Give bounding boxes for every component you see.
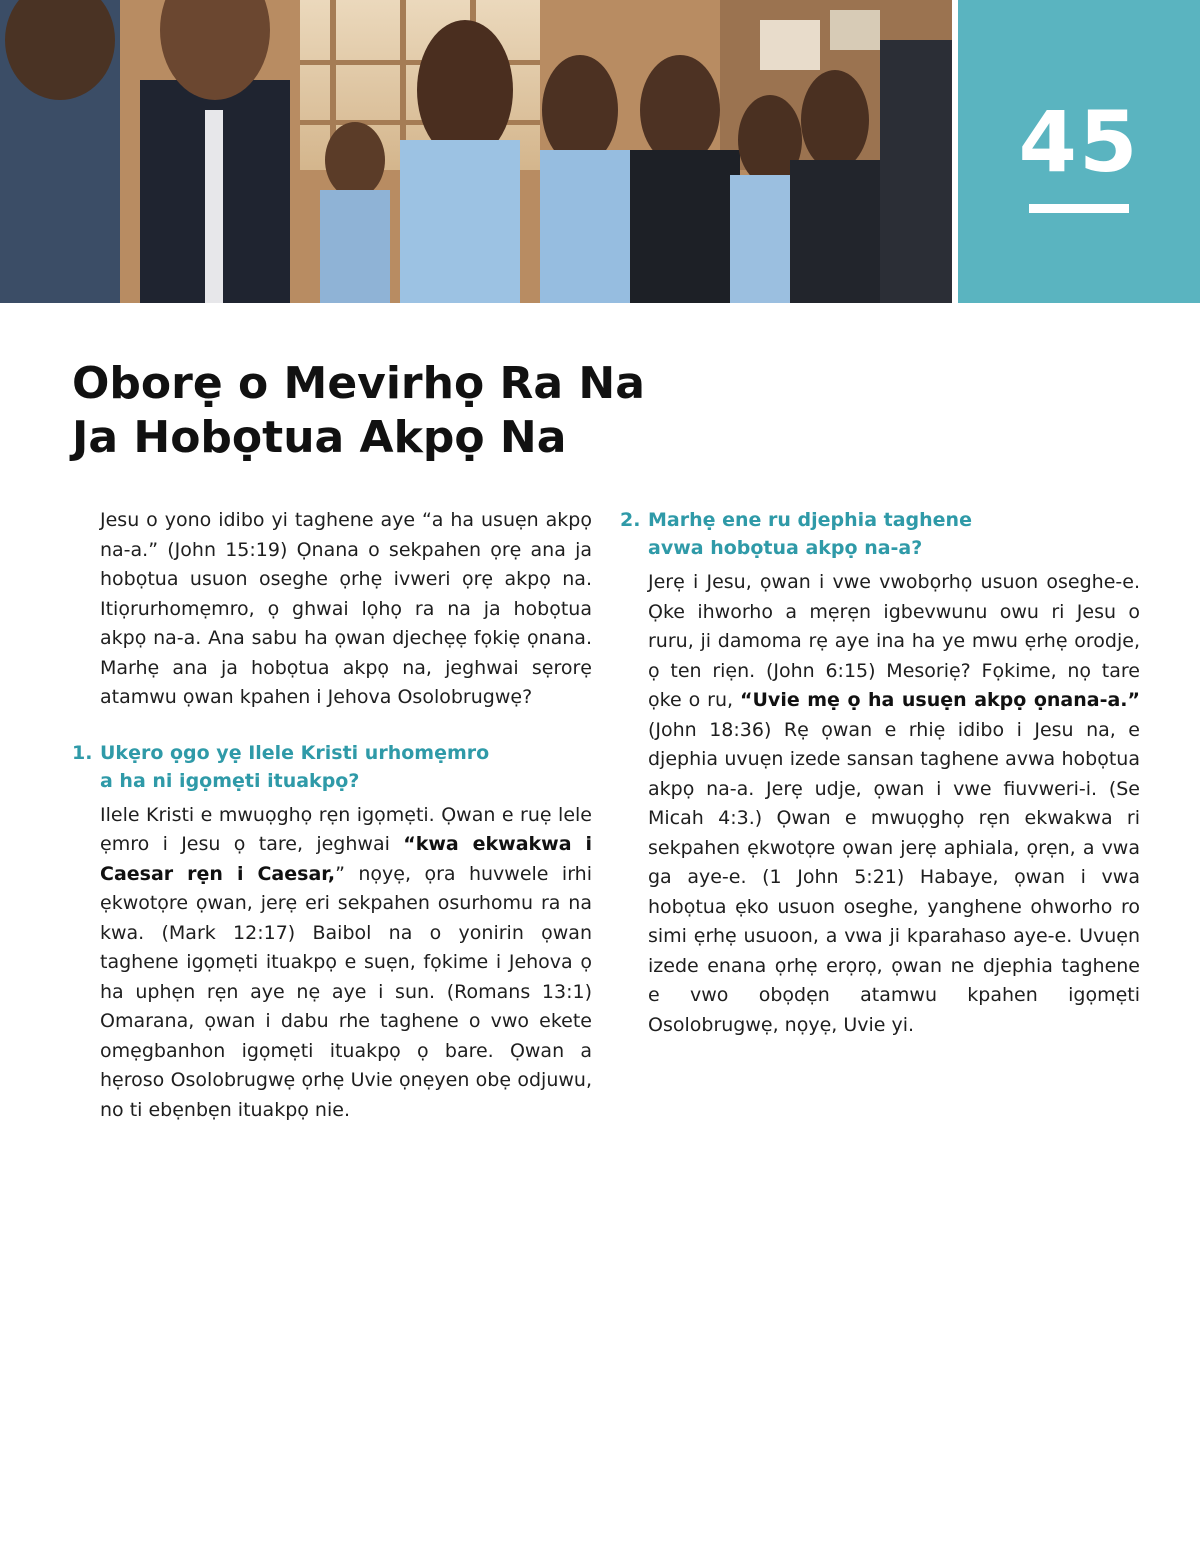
answer-1-bold-quote: “kwa ekwakwa i Caesar rẹn i Caesar, <box>100 833 592 885</box>
page-title-line-1: Oborẹ o Mevirhọ Ra Na <box>72 358 645 409</box>
classroom-photo-icon <box>0 0 952 303</box>
answer-2-text-2: (John 18:36) Rẹ ọwan e rhiẹ idibo i Jesu na, e djephia uvuẹn izede sansan taghene avwa hobọtua akpọ na-a. Jerẹ udje, ọwan i vwe fiuvweri-i. (Se Micah 4:3.) Ọwan e mwuọghọ rẹn ekwakwa ri sekpahen ẹkwotọre ọwan jerẹ aphiala, ọrẹn, a vwa ga aye-e. (1 John 5:21) Habaye, ọwan i vwa hobọtua ẹko usuon oseghe, yanghene ohworho ro simi ẹrhẹ usuoon, a vwa ji kparahaso aye-e. Uvuẹn izede enana ọrhẹ erọrọ, ọwan ne djephia taghene e vwo obọdẹn atamwu kpahen igọmẹti Osolobrugwẹ, nọyẹ, Uvie yi. <box>648 718 1140 1036</box>
left-column <box>72 506 592 1125</box>
question-1-line-2: a ha ni igọmẹti ituakpọ? <box>100 769 360 792</box>
answer-2-paragraph <box>620 568 1140 1040</box>
answer-2-text-1: Jerẹ i Jesu, ọwan i vwe vwobọrhọ usuon oseghe-e. Ọke ihworho a mẹrẹn igbevwunu owu ri Jesu o ruru, ji damoma rẹ aye ina ha ye mwu ẹrhẹ orodje, ọ ten riẹn. (John 6:15) Mesoriẹ? Fọkime, nọ tare ọke o ru, <box>648 571 1140 711</box>
question-1-line-1: Ukẹro ọgo yẹ Ilele Kristi urhomẹmro <box>100 741 490 764</box>
question-2-heading <box>620 506 1140 562</box>
hero-photo <box>0 0 952 303</box>
answer-1-paragraph <box>72 801 592 1126</box>
intro-paragraph: Jesu o yono idibo yi taghene aye “a ha usuẹn akpọ na-a.” (John 15:19) Ọnana o sekpahen ọrẹ ana ja hobọtua usuon oseghe ọrhẹ ivweri ọrẹ akpọ na. Itiọrurhomẹmro, ọ ghwai lọhọ ra na ja hobọtua akpọ na-a. Ana sabu ha ọwan djechẹẹ fọkiẹ ọnana. Marhẹ ana ja hobọtua akpọ na, jeghwai sẹrorẹ atamwu ọwan kpahen i Jehova Osolobrugwẹ? <box>100 509 592 708</box>
question-2-line-1: Marhẹ ene ru djephia taghene <box>648 509 972 531</box>
answer-1-text-2: ” nọyẹ, ọra huvwele irhi ẹkwotọre ọwan, jerẹ eri sekpahen osurhomu ra na kwa. (Mark 12:17) Baibol na o yonirin ọwan taghene igọmẹti ituakpọ e suẹn, fọkime i Jehova ọ ha uphẹn rẹn aye nẹ aye i sun. (Romans 13:1) Omarana, ọwan i dabu rhe taghene o vwo ekete omẹgbanhon igọmẹti ituakpọ ọ bare. Ọwan a hẹroso Osolobrugwẹ ọrhẹ Uvie ọnẹyen obẹ odjuwu, no ti ebẹnbẹn ituakpọ nie. <box>100 862 592 1121</box>
page-title-line-2: Ja Hobọtua Akpọ Na <box>72 412 567 463</box>
page-title <box>72 357 872 465</box>
lesson-number-box <box>958 0 1200 303</box>
answer-2-bold-quote: “Uvie mẹ ọ ha usuẹn akpọ ọnana-a.” <box>740 689 1140 711</box>
question-2-number: 2. <box>620 509 641 531</box>
question-2-line-2: avwa hobọtua akpọ na-a? <box>648 537 923 559</box>
question-1-number: 1. <box>72 741 93 764</box>
lesson-number-underline <box>1029 204 1129 213</box>
answer-1-text-1: Ilele Kristi e mwuọghọ rẹn igọmẹti. Ọwan e ruẹ lele ẹmro i Jesu ọ tare, jeghwai <box>100 803 592 855</box>
right-column <box>620 506 1140 1040</box>
lesson-number: 45 <box>1018 93 1140 191</box>
question-1-heading <box>72 739 592 795</box>
